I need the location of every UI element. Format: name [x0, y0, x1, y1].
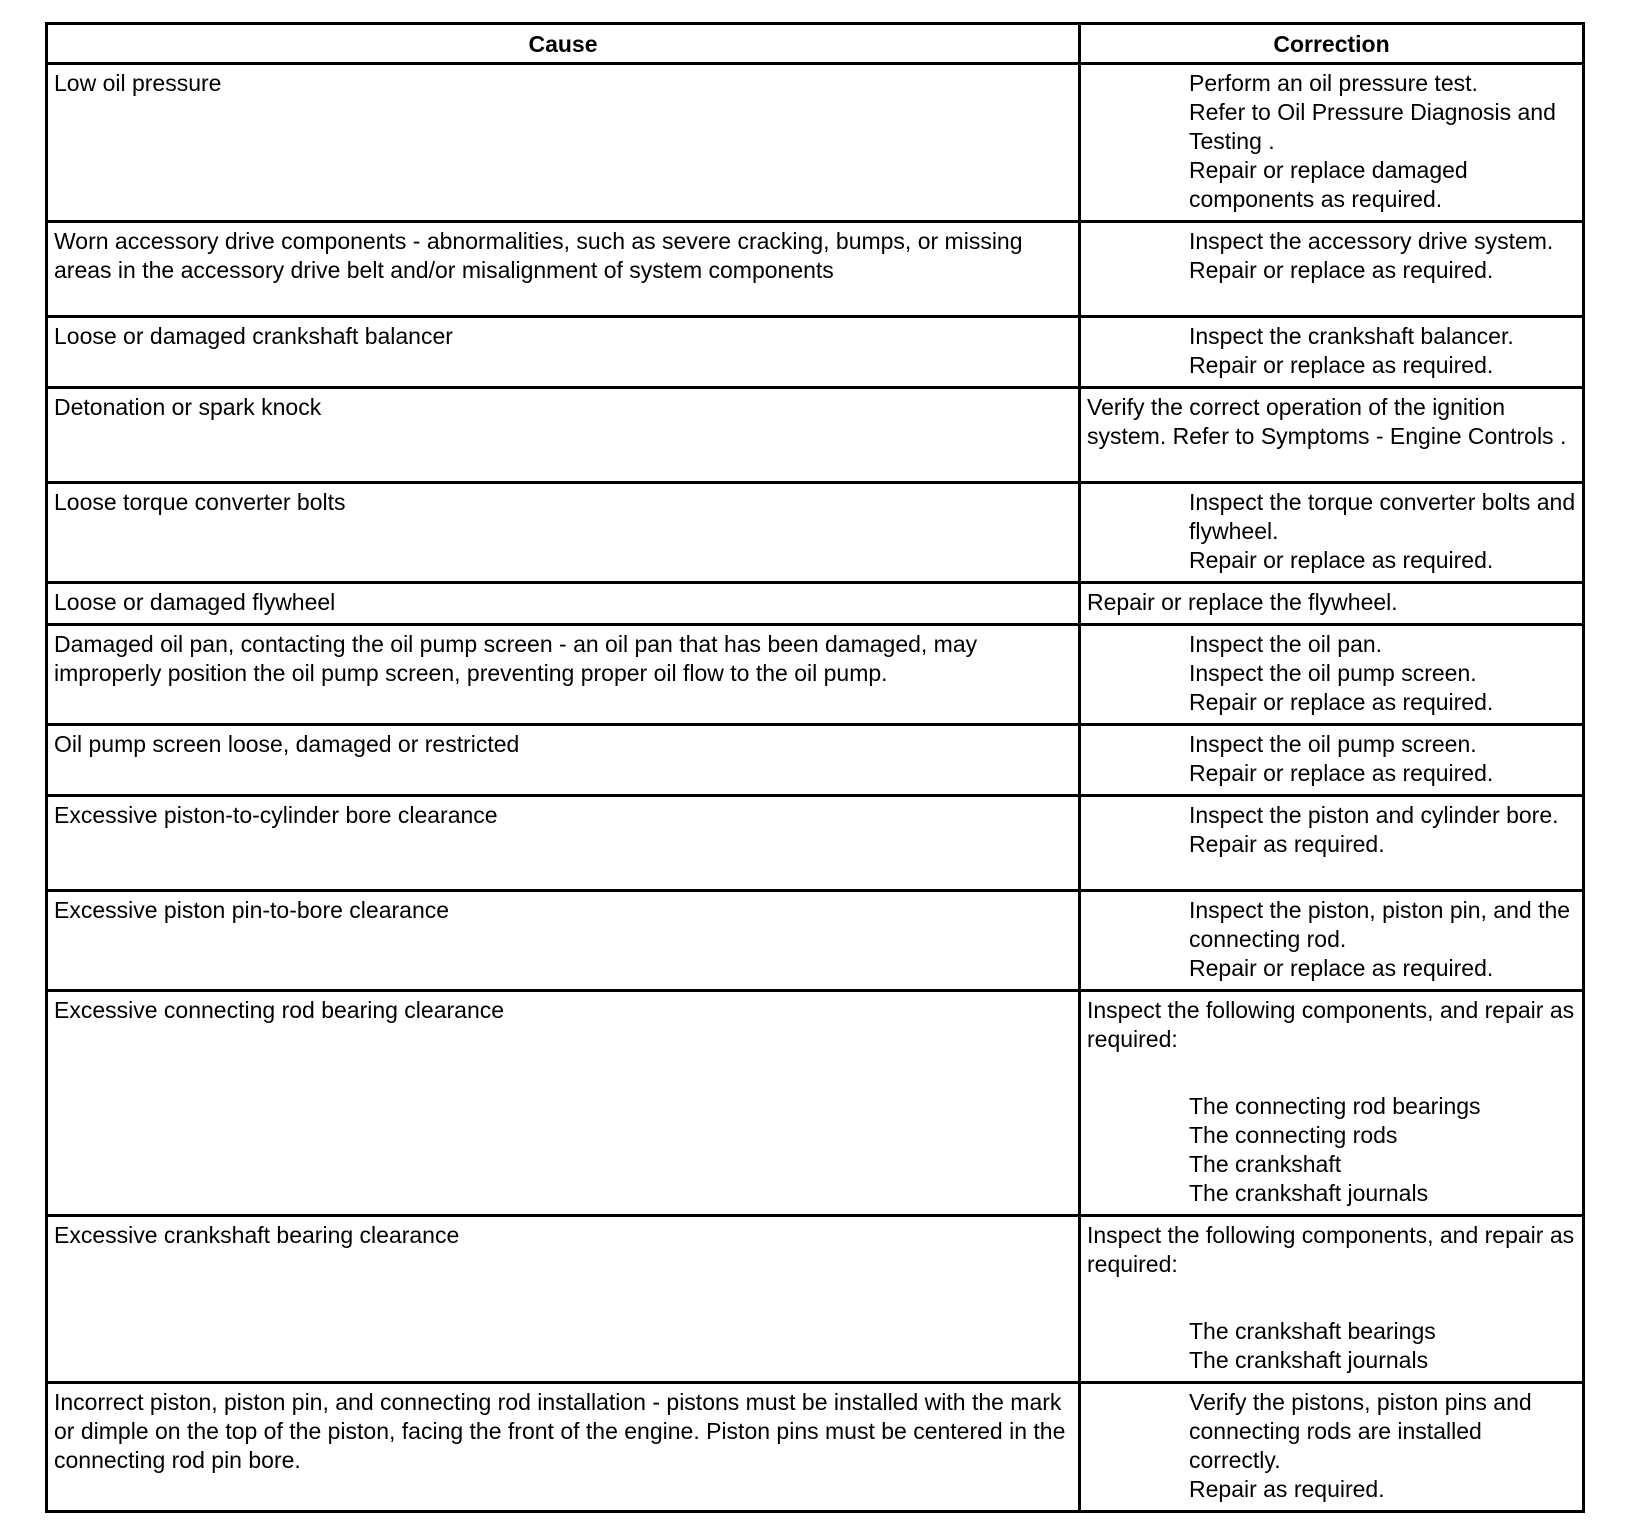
cause-cell: Excessive piston-to-cylinder bore clearance	[47, 796, 1080, 891]
table-header-row	[47, 24, 1584, 64]
correction-step: The crankshaft journals	[1189, 1180, 1429, 1206]
cause-column-header: Cause	[47, 24, 1080, 64]
correction-step-list	[1087, 801, 1576, 859]
spacer	[1087, 1054, 1576, 1092]
cause-cell: Loose torque converter bolts	[47, 483, 1080, 583]
correction-step: Inspect the oil pump screen.	[1189, 731, 1477, 757]
correction-cell	[1080, 64, 1584, 222]
correction-cell	[1080, 222, 1584, 317]
correction-step: Perform an oil pressure test.	[1189, 70, 1478, 96]
correction-step: Repair or replace as required.	[1189, 352, 1494, 378]
cause-cell: Damaged oil pan, contacting the oil pump screen - an oil pan that has been damaged, may improperly position the oil pump screen, preventing proper oil flow to the oil pump.	[47, 625, 1080, 725]
correction-step-list	[1087, 630, 1576, 717]
table-row	[47, 625, 1584, 725]
correction-step-list	[1087, 896, 1576, 983]
correction-cell	[1080, 891, 1584, 991]
correction-step-list	[1087, 1317, 1576, 1375]
cause-cell: Incorrect piston, piston pin, and connecting rod installation - pistons must be installed with the mark or dimple on the top of the piston, facing the front of the engine. Piston pins must be centered in the connecting rod pin bore.	[47, 1383, 1080, 1512]
spacer	[1087, 1279, 1576, 1317]
diagnosis-table	[45, 22, 1585, 1513]
table-body	[47, 64, 1584, 1512]
correction-step-list	[1087, 69, 1576, 214]
correction-step-list	[1087, 1388, 1576, 1504]
correction-step: The crankshaft bearings	[1189, 1318, 1436, 1344]
table-row	[47, 1216, 1584, 1383]
table-row	[47, 64, 1584, 222]
document-page	[45, 22, 1582, 1513]
correction-step: Repair as required.	[1189, 1476, 1385, 1502]
correction-cell	[1080, 483, 1584, 583]
correction-cell	[1080, 725, 1584, 796]
table-row	[47, 222, 1584, 317]
correction-step-list	[1087, 488, 1576, 575]
cause-cell: Loose or damaged flywheel	[47, 583, 1080, 625]
correction-step: Inspect the oil pump screen.	[1189, 660, 1477, 686]
correction-cell	[1080, 317, 1584, 388]
correction-step-list	[1087, 322, 1576, 380]
table-row	[47, 891, 1584, 991]
table-row	[47, 583, 1584, 625]
table-row	[47, 388, 1584, 483]
correction-step: The connecting rods	[1189, 1122, 1398, 1148]
correction-step: Verify the pistons, piston pins and connecting rods are installed correctly.	[1189, 1389, 1532, 1473]
correction-cell	[1080, 991, 1584, 1216]
correction-step: Inspect the piston, piston pin, and the connecting rod.	[1189, 897, 1571, 952]
correction-step: Inspect the accessory drive system.	[1189, 228, 1554, 254]
correction-step: Inspect the torque converter bolts and flywheel.	[1189, 489, 1576, 544]
correction-step: Repair or replace as required.	[1189, 689, 1494, 715]
correction-intro-text: Inspect the following components, and repair as required:	[1087, 997, 1575, 1052]
correction-column-header: Correction	[1080, 24, 1584, 64]
correction-step: Inspect the crankshaft balancer.	[1189, 323, 1514, 349]
correction-step: Repair or replace as required.	[1189, 257, 1494, 283]
table-row	[47, 483, 1584, 583]
correction-step-list	[1087, 1092, 1576, 1208]
correction-intro-text: Repair or replace the flywheel.	[1087, 589, 1398, 615]
table-row	[47, 796, 1584, 891]
correction-step: Inspect the oil pan.	[1189, 631, 1383, 657]
correction-cell	[1080, 388, 1584, 483]
correction-step: The crankshaft	[1189, 1151, 1342, 1177]
correction-cell	[1080, 796, 1584, 891]
cause-cell: Low oil pressure	[47, 64, 1080, 222]
cause-cell: Loose or damaged crankshaft balancer	[47, 317, 1080, 388]
cause-cell: Excessive connecting rod bearing clearance	[47, 991, 1080, 1216]
correction-intro-text: Inspect the following components, and repair as required:	[1087, 1222, 1575, 1277]
cause-cell: Excessive crankshaft bearing clearance	[47, 1216, 1080, 1383]
correction-step: The connecting rod bearings	[1189, 1093, 1481, 1119]
cause-cell: Detonation or spark knock	[47, 388, 1080, 483]
correction-step: Repair as required.	[1189, 831, 1385, 857]
correction-intro-text: Verify the correct operation of the ignition system. Refer to Symptoms - Engine Controls .	[1087, 394, 1567, 449]
correction-step-list	[1087, 730, 1576, 788]
correction-step: Repair or replace as required.	[1189, 547, 1494, 573]
correction-step: Repair or replace as required.	[1189, 955, 1494, 981]
table-row	[47, 725, 1584, 796]
correction-cell	[1080, 583, 1584, 625]
correction-step: Refer to Oil Pressure Diagnosis and Testing .	[1189, 99, 1556, 154]
correction-step: Repair or replace as required.	[1189, 760, 1494, 786]
correction-cell	[1080, 1216, 1584, 1383]
correction-step-list	[1087, 227, 1576, 285]
correction-step: Repair or replace damaged components as required.	[1189, 157, 1468, 212]
correction-cell	[1080, 625, 1584, 725]
correction-step: Inspect the piston and cylinder bore.	[1189, 802, 1559, 828]
cause-cell: Worn accessory drive components - abnormalities, such as severe cracking, bumps, or missing areas in the accessory drive belt and/or misalignment of system components	[47, 222, 1080, 317]
correction-step: The crankshaft journals	[1189, 1347, 1429, 1373]
cause-cell: Excessive piston pin-to-bore clearance	[47, 891, 1080, 991]
correction-cell	[1080, 1383, 1584, 1512]
table-row	[47, 1383, 1584, 1512]
table-row	[47, 317, 1584, 388]
cause-cell: Oil pump screen loose, damaged or restricted	[47, 725, 1080, 796]
table-row	[47, 991, 1584, 1216]
